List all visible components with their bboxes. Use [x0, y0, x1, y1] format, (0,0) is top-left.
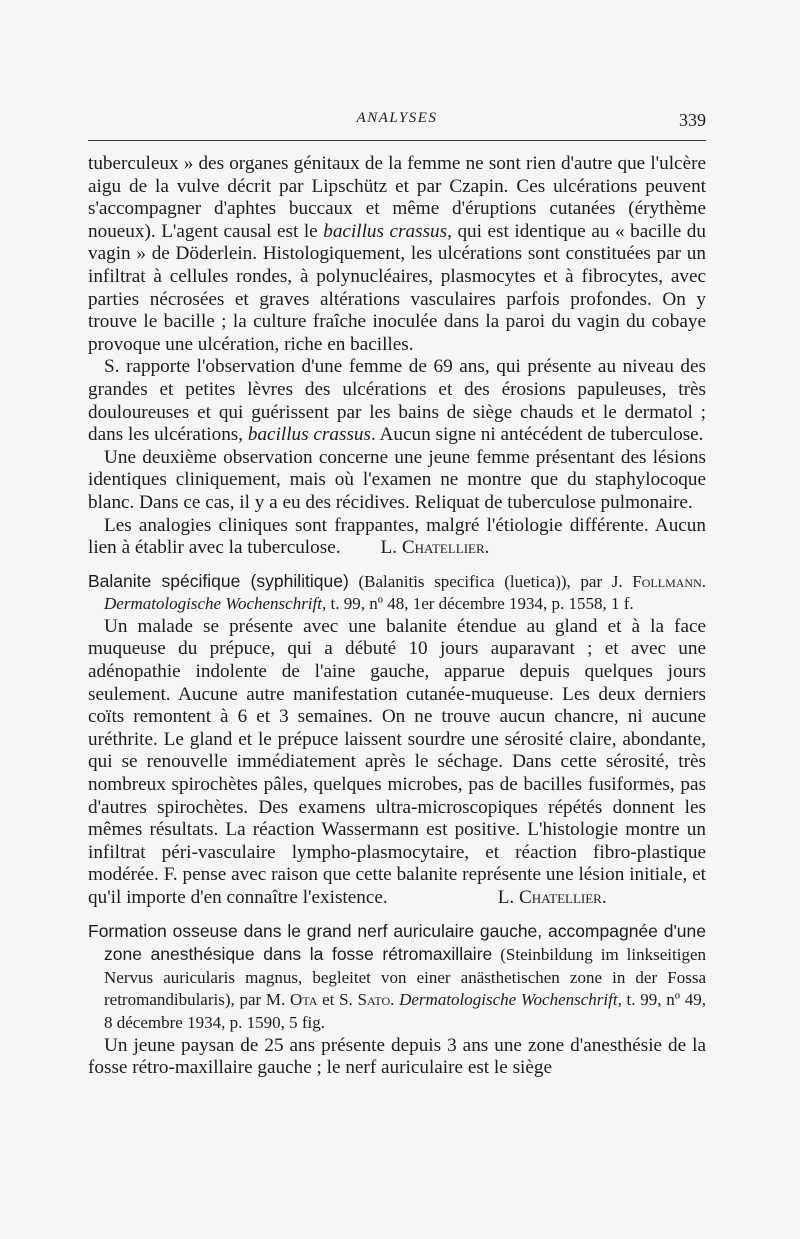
paragraph-observation-2: Une deuxième observation concerne une jeune femme présentant des lésions identiques cliniquement, mais où l'examen ne montre que du staphylocoque blanc. Dans ce cas, il y a eu des récidives. Reliquat de tuberculose pulmonaire.	[88, 446, 706, 513]
header-title: ANALYSES	[356, 110, 438, 126]
entry-title: Formation osseuse dans le grand nerf auriculaire gauche, accompagnée d'une zone anesthésique dans la fosse rétromaxillaire	[88, 920, 706, 965]
entry-author: Sato	[357, 990, 391, 1010]
paragraph-observation-1: S. rapporte l'observation d'une femme de 69 ans, qui présente au niveau des grandes et petites lèvres des ulcérations et des érosions papuleuses, très douloureuses et qui guérissent par les bains de siège chauds et le dermatol ; dans les ulcérations, bacillus crassus. Aucun signe ni antécédent de tuberculose.	[88, 356, 706, 446]
entry-heading-balanite: Balanite spécifique (syphilitique) (Balanitis specifica (luetica)), par J. Follmann. Dermatologische Wochenschrift, t. 99, nº 48, 1er décembre 1934, p. 1558, 1 f.	[88, 570, 706, 614]
journal-name: Dermatologische Wochenschrift	[399, 990, 618, 1010]
paragraph-continuation: tuberculeux » des organes génitaux de la femme ne sont rien d'autre que l'ulcère aigu de la vulve décrit par Lipschütz et par Czapin. Ces ulcérations peuvent s'accompagner d'aphtes buccaux et même d'éruptions cutanées (érythème noueux). L'agent causal est le bacillus crassus, qui est identique au « bacille du vagin » de Döderlein. Histologiquement, les ulcérations sont constituées par un infiltrat à cellules rondes, à polynucléaires, plasmocytes et à fibrocytes, avec parties nécrosées et graves altérations vasculaires parfois profondes. On y trouve le bacille ; la culture fraîche inoculée dans la paroi du vagin du cobaye provoque une ulcération, riche en bacilles.	[88, 153, 706, 355]
entry-title: Balanite spécifique (syphilitique)	[88, 570, 349, 591]
paragraph-formation-osseuse: Un jeune paysan de 25 ans présente depuis 3 ans une zone d'anesthésie de la fosse rétro-maxillaire gauche ; le nerf auriculaire est le siège	[88, 1034, 706, 1079]
author-signature: L. Chatellier.	[380, 537, 490, 559]
paragraph-conclusion: Les analogies cliniques sont frappantes, malgré l'étiologie différente. Aucun lien à établir avec la tuberculose. L. Chatellier.	[88, 514, 706, 559]
paragraph-balanite: Un malade se présente avec une balanite étendue au gland et à la face muqueuse du prépuce, qui a débuté 10 jours auparavant ; et avec une adénopathie indolente de l'aine gauche, apparue depuis quelques jours seulement. Aucune autre manifestation cutanée-muqueuse. Les deux derniers coïts remontent à 6 et 3 semaines. On ne trouve aucun chancre, ni aucune uréthrite. Le gland et le prépuce laissent sourdre une sérosité claire, abondante, qui se renouvelle immédiatement après le séchage. Dans cette sérosité, très nombreux spirochètes pâles, quelques microbes, pas de bacilles fusiformes, pas d'autres spirochètes. Des examens ultra-microscopiques répétés donnent les mêmes résultats. La réaction Wassermann est positive. L'histologie montre un infiltrat péri-vasculaire lympho-plasmocytaire, et réaction fibro-plastique modérée. F. pense avec raison que cette balanite représente une lésion initiale, et qu'il importe d'en connaître l'existence. L. Chatellier.	[88, 615, 706, 908]
running-header	[88, 110, 706, 138]
author-signature: L. Chatellier.	[497, 887, 607, 908]
bacterium-name: bacillus crassus	[323, 220, 448, 242]
bacterium-name: bacillus crassus	[247, 424, 371, 446]
header-rule	[88, 140, 706, 141]
entry-author: Ota	[290, 990, 318, 1010]
journal-name: Dermatologische Wochenschrift	[104, 594, 322, 614]
entry-author: Follmann	[632, 571, 702, 591]
article-body	[88, 153, 706, 1080]
entry-heading-formation-osseuse: Formation osseuse dans le grand nerf auriculaire gauche, accompagnée d'une zone anesthésique dans la fosse rétromaxillaire (Steinbildung im linkseitigen Nervus auricularis magnus, begleitet von einer anästhetischen zone in der Fossa retromandibularis), par M. Ota et S. Sato. Dermatologische Wochenschrift, t. 99, nº 49, 8 décembre 1934, p. 1590, 5 fig.	[88, 920, 707, 1032]
page-number: 339	[679, 110, 706, 130]
